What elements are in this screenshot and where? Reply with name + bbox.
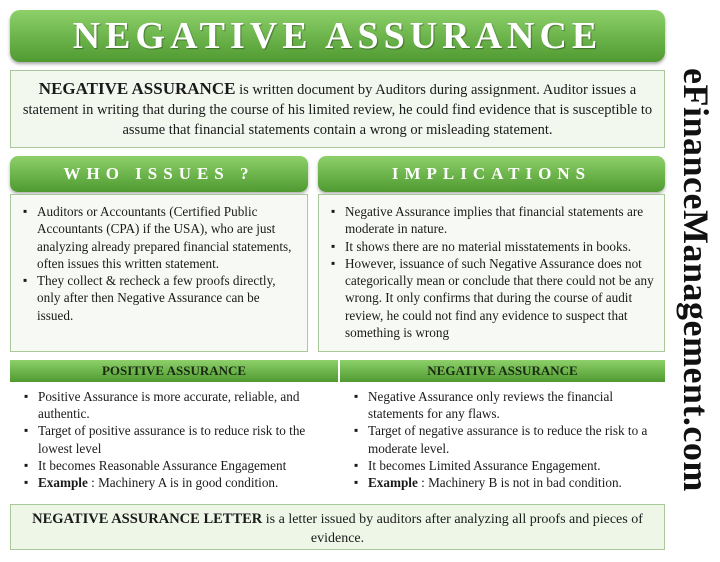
- list-item: [24, 388, 338, 422]
- definition-box: [10, 70, 665, 148]
- bullet-icon: ▪: [354, 423, 359, 438]
- negative-assurance-list: [350, 388, 660, 491]
- implications-heading-label: IMPLICATIONS: [391, 164, 592, 183]
- list-item: [23, 272, 297, 324]
- list-item: [24, 422, 338, 456]
- list-item-text: Negative Assurance implies that financial statements are moderate in nature.: [345, 204, 644, 237]
- letter-term: NEGATIVE ASSURANCE LETTER: [32, 511, 263, 527]
- bullet-icon: ▪: [24, 475, 29, 490]
- list-item: [23, 203, 297, 272]
- implications-panel: [318, 194, 665, 352]
- bullet-icon: ▪: [331, 255, 336, 270]
- title-banner: [10, 10, 665, 62]
- site-watermark: [676, 10, 716, 550]
- list-item: [354, 388, 660, 422]
- list-item-text: Negative Assurance only reviews the financial statements for any flaws.: [368, 389, 613, 422]
- definition-term: NEGATIVE ASSURANCE: [38, 79, 236, 98]
- bullet-icon: ▪: [24, 457, 29, 472]
- list-item-text: Positive Assurance is more accurate, reliable, and authentic.: [38, 389, 300, 422]
- bullet-icon: ▪: [23, 204, 28, 218]
- example-label: Example: [368, 475, 418, 491]
- list-item: [331, 203, 654, 238]
- definition-text: is written document by Auditors during assignment. Auditor issues a statement in writing that during the course of his limited review, he could find evidence that is susceptible to assume that financial statements contain a wrong or misleading statement.: [22, 82, 653, 138]
- list-item: [24, 457, 338, 474]
- bullet-icon: ▪: [354, 475, 359, 490]
- list-item-text: Auditors or Accountants (Certified Public Accountants (CPA) if the USA), who are just analyzing already prepared financial statements, often issues this written statement.: [37, 204, 292, 271]
- bullet-icon: ▪: [24, 423, 29, 438]
- list-item: [331, 238, 654, 255]
- list-item-text: Target of positive assurance is to reduce risk to the lowest level: [38, 423, 306, 456]
- who-issues-panel: [10, 194, 308, 352]
- implications-heading: [318, 156, 665, 192]
- list-item: [354, 422, 660, 456]
- page-title: NEGATIVE ASSURANCE: [72, 15, 603, 57]
- list-item-text: It shows there are no material misstatements in books.: [345, 238, 632, 254]
- bullet-icon: ▪: [331, 238, 336, 253]
- list-item-text: It becomes Reasonable Assurance Engagement: [38, 457, 287, 473]
- example-label: Example: [38, 475, 88, 491]
- list-item-text: They collect & recheck a few proofs directly, only after then Negative Assurance can be issued.: [37, 273, 276, 323]
- who-issues-list: [19, 203, 297, 324]
- who-issues-heading-label: WHO ISSUES ?: [63, 164, 255, 183]
- watermark-text: eFinanceManagement.com: [676, 68, 716, 492]
- positive-assurance-list: [20, 388, 338, 491]
- negative-assurance-heading: [340, 360, 665, 382]
- bullet-icon: ▪: [354, 457, 359, 472]
- list-item: [354, 474, 660, 491]
- bullet-icon: ▪: [23, 273, 28, 288]
- example-text: : Machinery A is in good condition.: [87, 475, 279, 491]
- list-item-text: It becomes Limited Assurance Engagement.: [368, 457, 601, 473]
- positive-assurance-heading-label: POSITIVE ASSURANCE: [101, 363, 247, 378]
- list-item: [24, 474, 338, 491]
- list-item: [354, 457, 660, 474]
- example-text: : Machinery B is not in bad condition.: [417, 475, 622, 491]
- negative-assurance-heading-label: NEGATIVE ASSURANCE: [427, 363, 578, 378]
- positive-assurance-heading: [10, 360, 338, 382]
- list-item-text: However, issuance of such Negative Assurance does not categorically mean or conclude that there could not be any wrong. It only confirms that during the course of audit review, he could not find any evidence to suspect that something is wrong: [345, 255, 654, 341]
- list-item: [331, 255, 654, 341]
- list-item-text: Target of negative assurance is to reduce the risk to a moderate level.: [368, 423, 648, 456]
- letter-definition-box: [10, 504, 665, 550]
- bullet-icon: ▪: [24, 389, 29, 403]
- letter-text: is a letter issued by auditors after analyzing all proofs and pieces of evidence.: [262, 512, 643, 546]
- bullet-icon: ▪: [331, 204, 336, 218]
- who-issues-heading: [10, 156, 308, 192]
- bullet-icon: ▪: [354, 389, 359, 403]
- implications-list: [327, 203, 654, 341]
